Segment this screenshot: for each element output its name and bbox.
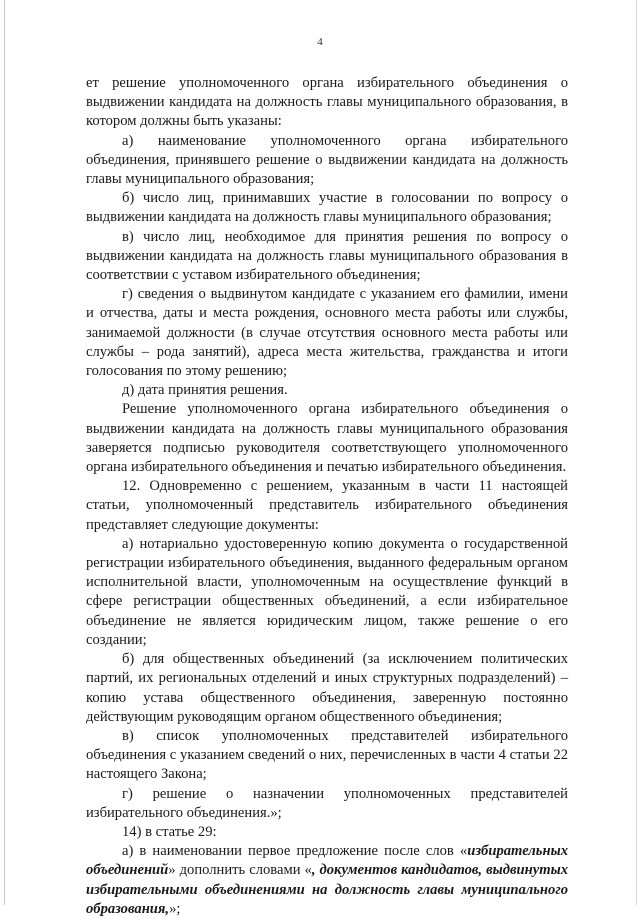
paragraph: в) число лиц, необходимое для принятия решения по вопросу о выдвижении кандидата на должность главы муниципального образования в соответствии с уставом избирательного объединения; <box>86 228 568 284</box>
paragraph: Решение уполномоченного органа избирательного объединения о выдвижении кандидата на должность главы муниципального образования заверяется подписью руководителя соответствующего уполномоченного органа избирательного объединения и печатью избирательного объединения. <box>86 401 568 476</box>
paragraph-amendment <box>86 842 568 919</box>
paragraph: а) наименование уполномоченного органа избирательного объединения, принявшего решение о выдвижении кандидата на должность главы муниципального образования; <box>86 132 568 188</box>
page-right-edge <box>636 0 637 905</box>
text-run: » дополнить словами « <box>168 862 312 879</box>
paragraph: б) для общественных объединений (за исключением политических партий, их региональных отделений и иных структурных подразделений) – копию устава общественного объединения, заверенную постоянно действующим руководящим органом общественного объединения; <box>86 651 568 725</box>
paragraph: г) сведения о выдвинутом кандидате с указанием его фамилии, имени и отчества, даты и места рождения, основного места работы или службы, занимаемой должности (в случае отсутствия основного места работы или службы – рода занятий), адреса места жительства, гражданства и итоги голосования по этому решению; <box>86 286 568 380</box>
emphasized-text: избирательных объединений <box>86 843 568 879</box>
body-text <box>86 74 568 919</box>
text-run: »; <box>169 900 181 917</box>
text-run: а) в наименовании первое предложение после слов « <box>122 843 468 860</box>
paragraph: 14) в статье 29: <box>122 823 217 840</box>
paragraph: 12. Одновременно с решением, указанным в части 11 настоящей статьи, уполномоченный представитель избирательного объединения представляет следующие документы: <box>86 478 568 533</box>
page-number: 4 <box>317 36 323 48</box>
paragraph: в) список уполномоченных представителей избирательного объединения с указанием сведений о них, перечисленных в части 4 статьи 22 настоящего Закона; <box>86 727 568 783</box>
paragraph: д) дата принятия решения. <box>122 382 288 399</box>
page-left-edge <box>4 0 5 905</box>
paragraph: ет решение уполномоченного органа избирательного объединения о выдвижении кандидата на должность главы муниципального образования, в котором должны быть указаны: <box>86 75 568 130</box>
paragraph: б) число лиц, принимавших участие в голосовании по вопросу о выдвижении кандидата на должность главы муниципального образования; <box>86 190 568 226</box>
paragraph: г) решение о назначении уполномоченных представителей избирательного объединения.»; <box>86 785 568 821</box>
emphasized-text: , документов кандидатов, выдвинутых избирательными объединениями на должность главы муниципального образования, <box>86 862 568 917</box>
paragraph: а) нотариально удостоверенную копию документа о государственной регистрации избирательного объединения, выданного федеральным органом исполнительной власти, уполномоченным на осуществление функций в сфере регистрации общественных объединений, а если избирательное объединение не является юридическим лицом, также решение о его создании; <box>86 535 568 648</box>
